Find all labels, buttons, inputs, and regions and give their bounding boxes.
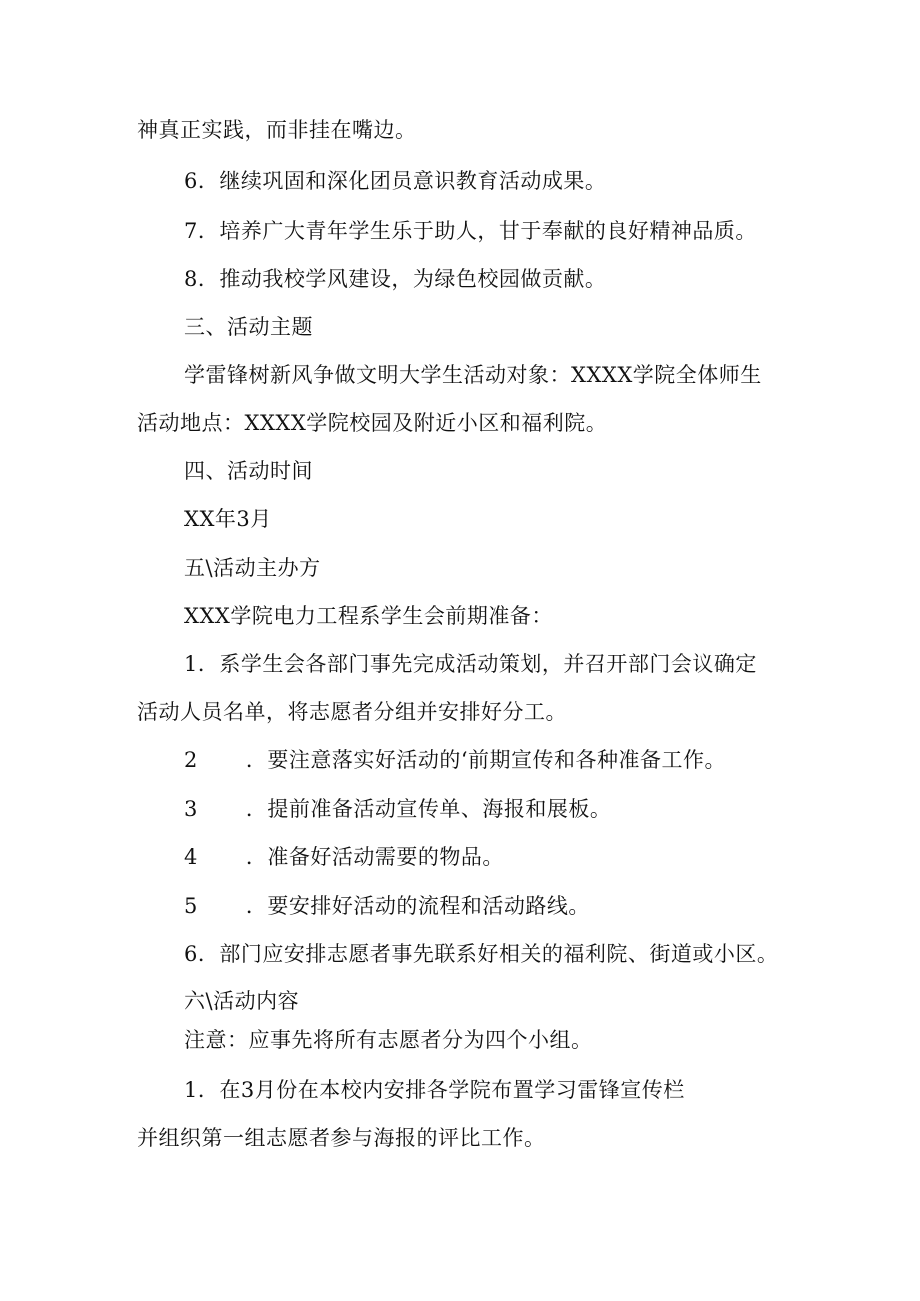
section-heading: 三、活动主题 bbox=[184, 315, 313, 339]
list-item bbox=[184, 891, 590, 921]
list-item bbox=[184, 794, 611, 824]
list-number: 5 bbox=[184, 894, 198, 918]
section-heading: 五\活动主办方 bbox=[184, 556, 321, 580]
text-line: 并组织第一组志愿者参与海报的评比工作。 bbox=[137, 1126, 546, 1150]
list-number: 4 bbox=[184, 845, 198, 869]
section-heading: 六\活动内容 bbox=[184, 989, 300, 1013]
text-line: 6．继续巩固和深化团员意识教育活动成果。 bbox=[184, 169, 607, 193]
text-line: 8．推动我校学风建设，为绿色校园做贡献。 bbox=[184, 267, 607, 291]
list-number: 3 bbox=[184, 797, 198, 821]
text-line: 活动地点：XXXX学院校园及附近小区和福利院。 bbox=[137, 411, 608, 435]
list-item bbox=[184, 745, 726, 775]
text-line: 活动人员名单，将志愿者分组并安排好分工。 bbox=[137, 700, 567, 724]
text-line: XX年3月 bbox=[184, 507, 272, 531]
text-line: 学雷锋树新风争做文明大学生活动对象：XXXX学院全体师生 bbox=[184, 363, 762, 387]
list-item bbox=[184, 842, 504, 872]
list-text: ．要注意落实好活动的‘前期宣传和各种准备工作。 bbox=[245, 748, 727, 772]
text-line: 神真正实践，而非挂在嘴边。 bbox=[137, 118, 417, 142]
list-text: ．要安排好活动的流程和活动路线。 bbox=[245, 894, 590, 918]
text-line: 1．在3月份在本校内安排各学院布置学习雷锋宣传栏 bbox=[184, 1078, 685, 1102]
text-line: 7．培养广大青年学生乐于助人，甘于奉献的良好精神品质。 bbox=[184, 219, 757, 243]
list-text: ．提前准备活动宣传单、海报和展板。 bbox=[245, 797, 612, 821]
list-text: ．准备好活动需要的物品。 bbox=[245, 845, 504, 869]
text-line: 1．系学生会各部门事先完成活动策划，并召开部门会议确定 bbox=[184, 652, 757, 676]
section-heading: 四、活动时间 bbox=[184, 459, 313, 483]
text-line: XXX学院电力工程系学生会前期准备： bbox=[184, 604, 553, 628]
text-line: 6．部门应安排志愿者事先联系好相关的福利院、街道或小区。 bbox=[184, 942, 779, 966]
text-line: 注意：应事先将所有志愿者分为四个小组。 bbox=[184, 1028, 593, 1052]
list-number: 2 bbox=[184, 748, 198, 772]
